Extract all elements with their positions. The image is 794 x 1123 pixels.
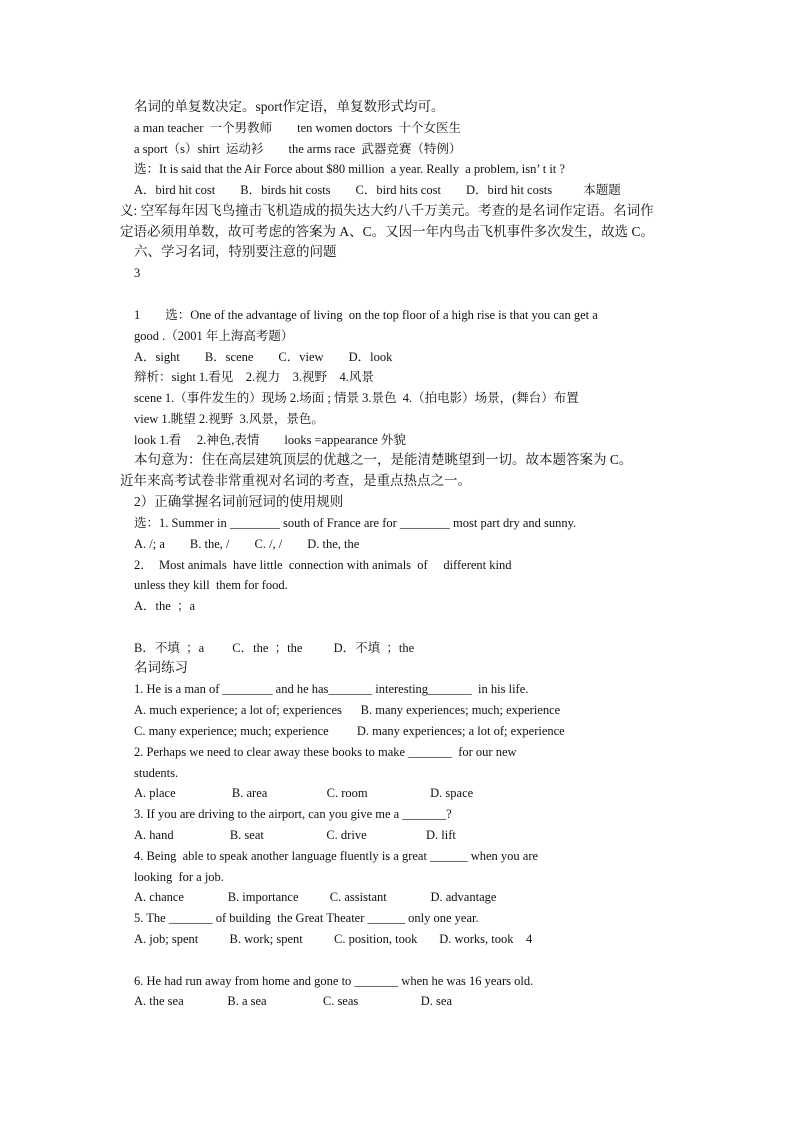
text-line-2: a man teacher 一个男教师 ten women doctors 十个女医生 [134, 121, 462, 135]
text-line-40: 6. He had run away from home and gone to _______ when he was 16 years old. [134, 974, 534, 988]
text-line-3: a sport（s）shirt 运动衫 the arms race 武器竞赛（特例） [134, 142, 462, 156]
text-line-26: 名词练习 [134, 660, 188, 675]
text-line-23: unless they kill them for food. [134, 578, 288, 592]
text-line-13: 辩析：sight 1.看见 2.视力 3.视野 4.风景 [134, 370, 374, 384]
text-line-25: B．不填 ；a C．the ；the D．不填 ；the [134, 641, 415, 655]
text-line-8: 六、学习名词，特别要注意的问题 [134, 244, 337, 259]
text-line-14: scene 1.（事件发生的）现场 2.场面 ; 情景 3.景色 4.（拍电影）场景，(舞台）布置 [134, 391, 579, 405]
text-line-36: looking for a job. [134, 870, 224, 884]
text-line-9: 3 [134, 266, 141, 280]
text-line-12: A．sight B．scene C．view D．look [134, 350, 393, 364]
text-line-33: 3. If you are driving to the airport, can you give me a _______? [134, 807, 452, 821]
text-line-16: look 1.看 2.神色,表情 looks =appearance 外貌 [134, 433, 406, 447]
text-line-1: 名词的单复数决定。sport作定语，单复数形式均可。 [134, 99, 445, 114]
text-line-37: A. chance B. importance C. assistant D. advantage [134, 890, 497, 904]
text-line-4: 选：It is said that the Air Force about $80 million a year. Really a problem, isn’ t it ? [134, 162, 565, 176]
text-line-39: A. job; spent B. work; spent C. position, took D. works, took 4 [134, 932, 533, 946]
text-line-18: 近年来高考试卷非常重视对名词的考查，是重点热点之一。 [120, 473, 471, 488]
text-line-32: A. place B. area C. room D. space [134, 786, 474, 800]
text-line-7: 定语必须用单数，故可考虑的答案为 A、C。又因一年内鸟击飞机事件多次发生，故选 C。 [120, 224, 655, 239]
text-line-34: A. hand B. seat C. drive D. lift [134, 828, 456, 842]
text-line-35: 4. Being able to speak another language fluently is a great ______ when you are [134, 849, 539, 863]
text-line-29: C. many experience; much; experience D. many experiences; a lot of; experience [134, 724, 565, 738]
text-line-17: 本句意为：住在高层建筑顶层的优越之一，是能清楚眺望到一切。故本题答案为 C。 [134, 452, 633, 467]
text-line-31: students. [134, 766, 179, 780]
text-line-11: good .（2001 年上海高考题） [134, 329, 294, 343]
text-line-19: 2）正确掌握名词前冠词的使用规则 [134, 494, 344, 509]
text-line-28: A. much experience; a lot of; experiences B. many experiences; much; experience [134, 703, 561, 717]
text-line-10: 1 选：One of the advantage of living on the top floor of a high rise is that you can get a [134, 308, 598, 322]
text-line-38: 5. The _______ of building the Great Theater ______ only one year. [134, 911, 479, 925]
text-line-27: 1. He is a man of ________ and he has_______ interesting_______ in his life. [134, 682, 529, 696]
text-line-6: 义: 空军每年因飞鸟撞击飞机造成的损失达大约八千万美元。考查的是名词作定语。名词作 [120, 203, 654, 218]
text-line-15: view 1.眺望 2.视野 3.风景，景色。 [134, 412, 324, 426]
text-line-41: A. the sea B. a sea C. seas D. sea [134, 994, 453, 1008]
text-line-30: 2. Perhaps we need to clear away these books to make _______ for our new [134, 745, 517, 759]
text-line-24: A．the ；a [134, 599, 196, 613]
text-line-22: 2． Most animals have little connection with animals of different kind [134, 558, 512, 572]
text-line-5: A．bird hit cost B．birds hit costs C．bird hits cost D．bird hit costs 本题题 [134, 183, 621, 197]
text-line-21: A. /; a B. the, / C. /, / D. the, the [134, 537, 360, 551]
text-line-20: 选：1. Summer in ________ south of France are for ________ most part dry and sunny. [134, 516, 577, 530]
